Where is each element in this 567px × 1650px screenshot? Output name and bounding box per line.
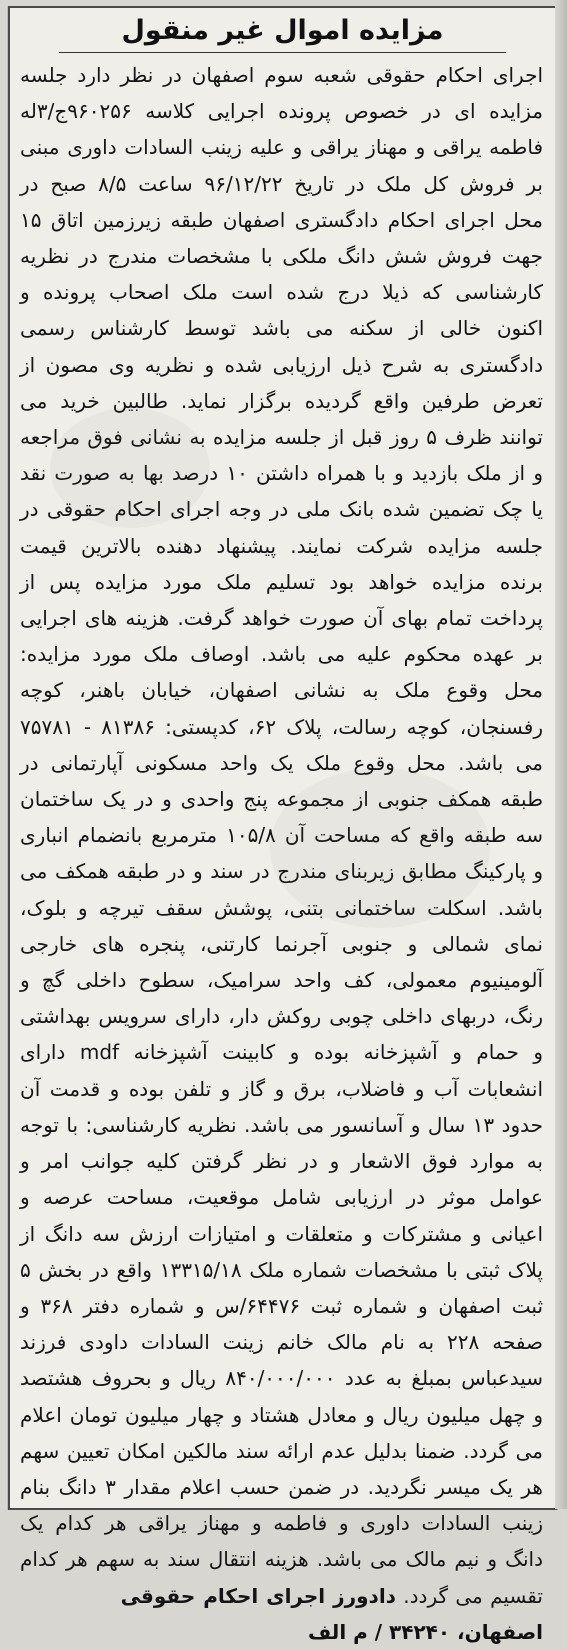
page-edge [555, 0, 567, 1509]
notice-title: مزایده اموال غیر منقول [121, 15, 444, 46]
auction-notice-clipping [8, 6, 557, 1644]
notice-body [10, 53, 555, 1614]
signature-title: دادورز اجرای احکام حقوقی [120, 1583, 396, 1608]
notice-body-text: اجرای احکام حقوقی شعبه سوم اصفهان در نظر دارد جلسه مزایده ای در خصوص پرونده اجرایی کلاسه ۹۶۰۲۵۶ج/۳له فاطمه یراقی و مهناز یراقی و علیه زینب السادات داوری مبنی بر فروش کل ملک در تاریخ ۹۶/۱۲/۲۲ ساعت ۸/۵ صبح در محل اجرای احکام دادگستری اصفهان طبقه زیرزمین اتاق ۱۵ جهت فروش شش دانگ ملکی با مشخصات مندرج در نظریه کارشناسی که ذیلا درج شده است ملک اصحاب پرونده و اکنون خالی از سکنه می باشد توسط کارشناس رسمی دادگستری به شرح ذیل ارزیابی شده و نظریه وی مصون از تعرض طرفین واقع گردیده برگزار نماید. طالبین خرید می توانند ظرف ۵ روز قبل از جلسه مزایده به نشانی فوق مراجعه و از ملک بازدید و با همراه داشتن ۱۰ درصد بها به صورت نقد یا چک تضمین شده بانک ملی در وجه اجرای احکام حقوقی در جلسه مزایده شرکت نمایند. پیشنهاد دهنده بالاترین قیمت برنده مزایده خواهد بود تسلیم ملک مورد مزایده پس از پرداخت تمام بهای آن صورت خواهد گرفت. هزینه های اجرایی بر عهده محکوم علیه می باشد. اوصاف ملک مورد مزایده: محل وقوع ملک به نشانی اصفهان، خیابان باهنر، کوچه رفسنجان، کوچه رسالت، پلاک ۶۲، کدپستی: ۸۱۳۸۶ - ۷۵۷۸۱ می باشد. محل وقوع ملک یک واحد مسکونی آپارتمانی در طبقه همکف جنوبی از مجموعه پنج واحدی و در یک ساختمان سه طبقه واقع که مساحت آن ۱۰۵/۸ مترمربع بانضمام انباری و پارکینگ مطابق زیربنای مندرج در سند و در طبقه همکف می باشد. اسکلت ساختمانی بتنی، پوشش سقف تیرچه و بلوک، نمای شمالی و جنوبی آجرنما کارتنی، پنجره های خارجی آلومینیوم معمولی، کف واحد سرامیک، سطوح داخلی گچ و رنگ، دربهای داخلی چوبی روکش دار، دارای سرویس بهداشتی و حمام و آشپزخانه بوده و کابینت آشپزخانه mdf دارای انشعابات آب و فاضلاب، برق و گاز و تلفن بوده و قدمت آن حدود ۱۳ سال و آسانسور می باشد. نظریه کارشناسی: با توجه به موارد فوق الاشعار و در نظر گرفتن کلیه جوانب امر و عوامل موثر در ارزیابی شامل موقعیت، مساحت عرصه و اعیانی و مشترکات و متعلقات و امتیازات ارزش سه دانگ از پلاک ثبتی با مشخصات شماره ملک ۱۳۳۱۵/۱۸ واقع در بخش ۵ ثبت اصفهان و شماره ثبت ۶۴۴۷۶/س و شماره دفتر ۳۶۸ و صفحه ۲۲۸ به نام مالک خانم زینت السادات داودی فرزند سیدعباس بمبلغ به عدد ۸۴۰/۰۰۰/۰۰۰ ریال و بحروف هشتصد و چهل میلیون ریال و معادل هشتاد و چهار میلیون تومان اعلام می گردد. ضمنا بدلیل عدم ارائه سند مالکین امکان تعیین سهم هر یک میسر نگردید. در ضمن حسب اعلام مقدار ۳ دانگ بنام زینب السادات داوری و فاطمه و مهناز یراقی هر کدام یک دانگ و نیم مالک می باشد. هزینه انتقال سند به سهم هر کدام تقسیم می گردد. [20, 63, 544, 1608]
signature-line: اصفهان، ۳۴۲۴۰ / م الف [307, 1619, 543, 1644]
